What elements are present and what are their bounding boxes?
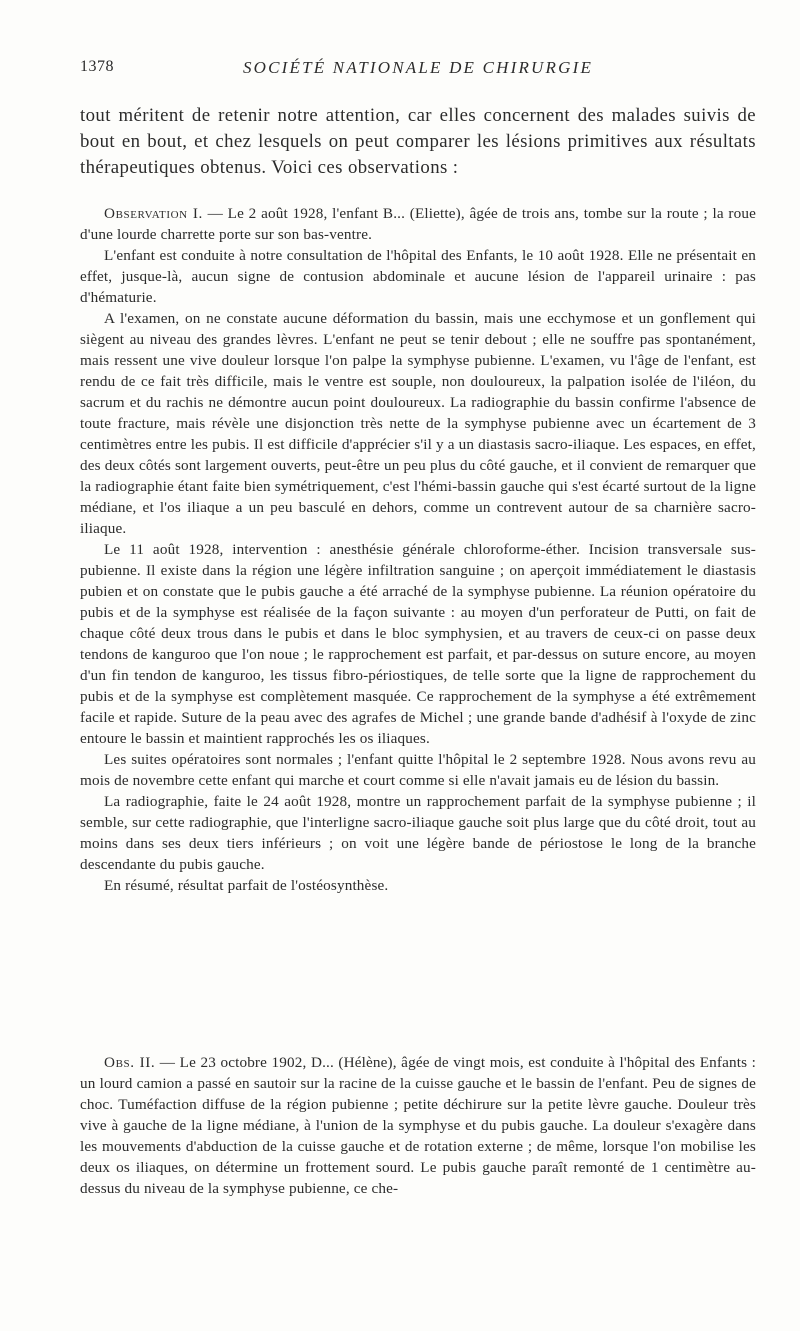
observation-1-paragraph: A l'examen, on ne constate aucune déformation du bassin, mais une ecchymose et un gonflement qui siègent au niveau des grandes lèvres. L'enfant ne peut se tenir debout ; elle ne souffre pas spontanément, mais ressent une vive douleur lorsque l'on palpe la symphyse pubienne. L'examen, vu l'âge de l'enfant, est rendu de ce fait très difficile, mais le ventre est souple, non douloureux, la palpation isolée de l'iléon, du sacrum et du rachis ne démontre aucun point douloureux. La radiographie du bassin confirme l'absence de toute fracture, mais révèle une disjonction très nette de la symphyse pubienne avec un écartement de 3 centimètres entre les pubis. Il est difficile d'apprécier s'il y a un diastasis sacro-iliaque. Les espaces, en effet, des deux côtés sont largement ouverts, peut-être un peu plus du côté gauche, et il convient de remarquer que la radiographie étant faite bien symétriquement, c'est l'hémi-bassin gauche qui s'est écarté surtout de la ligne médiane, et l'os iliaque a un peu basculé en dehors, comme un contrevent autour de sa charnière sacro-iliaque. [80, 310, 756, 537]
observation-1-label: Observation I. [104, 205, 203, 222]
observation-1-paragraph: La radiographie, faite le 24 août 1928, montre un rapprochement parfait de la symphyse pubienne ; il semble, sur cette radiographie, que l'interligne sacro-iliaque gauche soit plus large que du côté droit, tout au moins dans ses deux tiers inférieurs ; on voit une légère bande de périostose le long de la branche descendante du pubis gauche. [80, 793, 756, 873]
page-number: 1378 [80, 58, 114, 75]
observation-1-lead-text: — Le 2 août 1928, l'enfant B... (Eliette), âgée de trois ans, tombe sur la route ; la roue d'une lourde charrette porte sur son bas-ventre. [80, 205, 756, 243]
observation-1 [80, 203, 756, 896]
observation-1-paragraph: En résumé, résultat parfait de l'ostéosynthèse. [104, 877, 389, 894]
observation-2 [80, 1052, 756, 1199]
observation-1-paragraph: Les suites opératoires sont normales ; l'enfant quitte l'hôpital le 2 septembre 1928. Nous avons revu au mois de novembre cette enfant qui marche et court comme si elle n'avait jamais eu de lésion du bassin. [80, 751, 756, 789]
intro-paragraph: tout méritent de retenir notre attention, car elles concernent des malades suivis de bout en bout, et chez lesquels on peut comparer les lésions primitives aux résultats thérapeutiques obtenus. Voici ces observations : [80, 105, 756, 178]
observation-2-label: Obs. II. [104, 1054, 156, 1071]
observation-1-paragraph: Le 11 août 1928, intervention : anesthésie générale chloroforme-éther. Incision transversale sus-pubienne. Il existe dans la région une légère infiltration sanguine ; on aperçoit immédiatement le diastasis pubien et on constate que le pubis gauche a été arraché de la symphyse pubienne. La réunion opératoire du pubis et de la symphyse est réalisée de la façon suivante : au moyen d'un perforateur de Putti, on fait de chaque côté deux trous dans le pubis et dans le bloc symphysien, et au travers de ceux-ci on passe deux tendons de kanguroo que l'on noue ; le rapprochement est parfait, et par-dessus on suture encore, au moyen d'un fin tendon de kanguroo, les tissus fibro-périostiques, de telle sorte que la ligne de rapprochement du pubis et de la symphyse est complètement masquée. Ce rapprochement de la symphyse a été extrêmement facile et rapide. Suture de la peau avec des agrafes de Michel ; une grande bande d'adhésif à l'oxyde de zinc entoure le bassin et maintient rapprochés les os iliaques. [80, 541, 756, 747]
journal-title: SOCIÉTÉ NATIONALE DE CHIRURGIE [242, 58, 594, 77]
observation-2-lead-text: — Le 23 octobre 1902, D... (Hélène), âgée de vingt mois, est conduite à l'hôpital des Enfants : un lourd camion a passé en sautoir sur la racine de la cuisse gauche et le bassin de l'enfant. Peu de signes de choc. Tuméfaction diffuse de la région pubienne ; petite déchirure sur la petite lèvre gauche. Douleur très vive à gauche de la ligne médiane, à l'union de la symphyse et du pubis gauche. La douleur s'exagère dans les mouvements d'abduction de la cuisse gauche et de rotation externe ; de même, lorsque l'on mobilise les deux os iliaques, on détermine un frottement sourd. Le pubis gauche paraît remonté de 1 centimètre au-dessus du niveau de la symphyse pubienne, ce che- [80, 1054, 757, 1197]
observation-1-lead-paragraph [80, 203, 756, 245]
observation-2-lead-paragraph [80, 1052, 756, 1199]
observation-1-paragraph: L'enfant est conduite à notre consultation de l'hôpital des Enfants, le 10 août 1928. Elle ne présentait en effet, jusque-là, aucun signe de contusion abdominale et aucune lésion de l'appareil urinaire : pas d'hématurie. [80, 247, 756, 306]
running-head [80, 58, 756, 82]
